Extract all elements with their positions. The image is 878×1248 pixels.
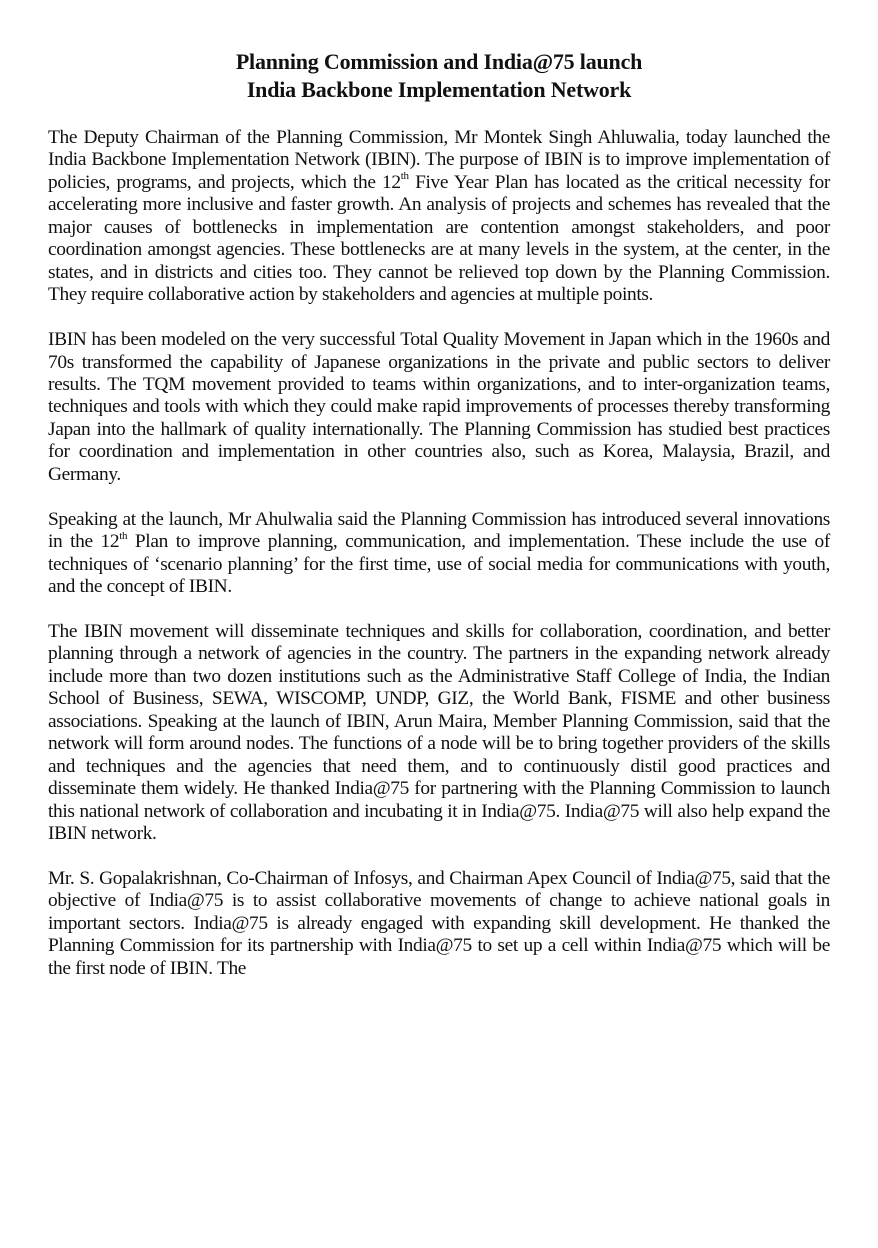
paragraph-ahluwalia-speech <box>48 509 830 599</box>
paragraph-text: Plan to improve planning, communication, and implementation. These include the use of techniques of ‘scenario planning’ for the first time, use of social media for communications with youth, and the concept of IBIN. <box>48 531 830 598</box>
document-body <box>48 127 830 1003</box>
paragraph-gopalakrishnan: Mr. S. Gopalakrishnan, Co-Chairman of Infosys, and Chairman Apex Council of India@75, said that the objective of India@75 is to assist collaborative movements of change to achieve national goals in important sectors. India@75 is already engaged with expanding skill development. He thanked the Planning Commission for its partnership with India@75 to set up a cell within India@75 which will be the first node of IBIN. The <box>48 867 830 979</box>
paragraph-tqm: IBIN has been modeled on the very successful Total Quality Movement in Japan which in the 1960s and 70s transformed the capability of Japanese organizations in the private and public sectors to deliver results. The TQM movement provided to teams within organizations, and to inter-organization teams, techniques and tools with which they could make rapid improvements of processes thereby transforming Japan into the hallmark of quality internationally. The Planning Commission has studied best practices for coordination and implementation in other countries also, such as Korea, Malaysia, Brazil, and Germany. <box>48 329 830 485</box>
paragraph-text: The Deputy Chairman of the Planning Commission, Mr Montek Singh Ahluwalia, today launched the India Backbone Implementation Network (IBIN). The purpose of IBIN is to improve implementation of policies, programs, and projects, which the 12 <box>48 127 830 193</box>
title-line-1: Planning Commission and India@75 launch <box>235 49 643 74</box>
paragraph-text: Five Year Plan has located as the critical necessity for accelerating more inclusive and faster growth. An analysis of projects and schemes has revealed that the major causes of bottlenecks in implementation are contention amongst stakeholders, and poor coordination amongst agencies. These bottlenecks are at many levels in the system, at the center, in the states, and in districts and cities too. They cannot be relieved top down by the Planning Commission. They require collaborative action by stakeholders and agencies at multiple points. <box>48 171 830 306</box>
paragraph-text: Speaking at the launch, Mr Ahulwalia said the Planning Commission has introduced several innovations in the 12 <box>48 508 830 553</box>
ordinal-superscript: th <box>400 170 409 183</box>
ordinal-superscript: th <box>119 529 128 542</box>
title-line-2: India Backbone Implementation Network <box>246 77 632 102</box>
paragraph-ibin-movement: The IBIN movement will disseminate techniques and skills for collaboration, coordination, and better planning through a network of agencies in the country. The partners in the expanding network already include more than two dozen institutions such as the Administrative Staff College of India, the Indian School of Business, SEWA, WISCOMP, UNDP, GIZ, the World Bank, FISME and other business associations. Speaking at the launch of IBIN, Arun Maira, Member Planning Commission, said that the network will form around nodes. The functions of a node will be to bring together providers of the skills and techniques and the agencies that need them, and to continuously distil good practices and disseminate them widely. He thanked India@75 for partnering with the Planning Commission to launch this national network of collaboration and incubating it in India@75. India@75 will also help expand the IBIN network. <box>48 620 830 844</box>
paragraph-launch <box>48 127 830 307</box>
document-title <box>0 48 878 104</box>
